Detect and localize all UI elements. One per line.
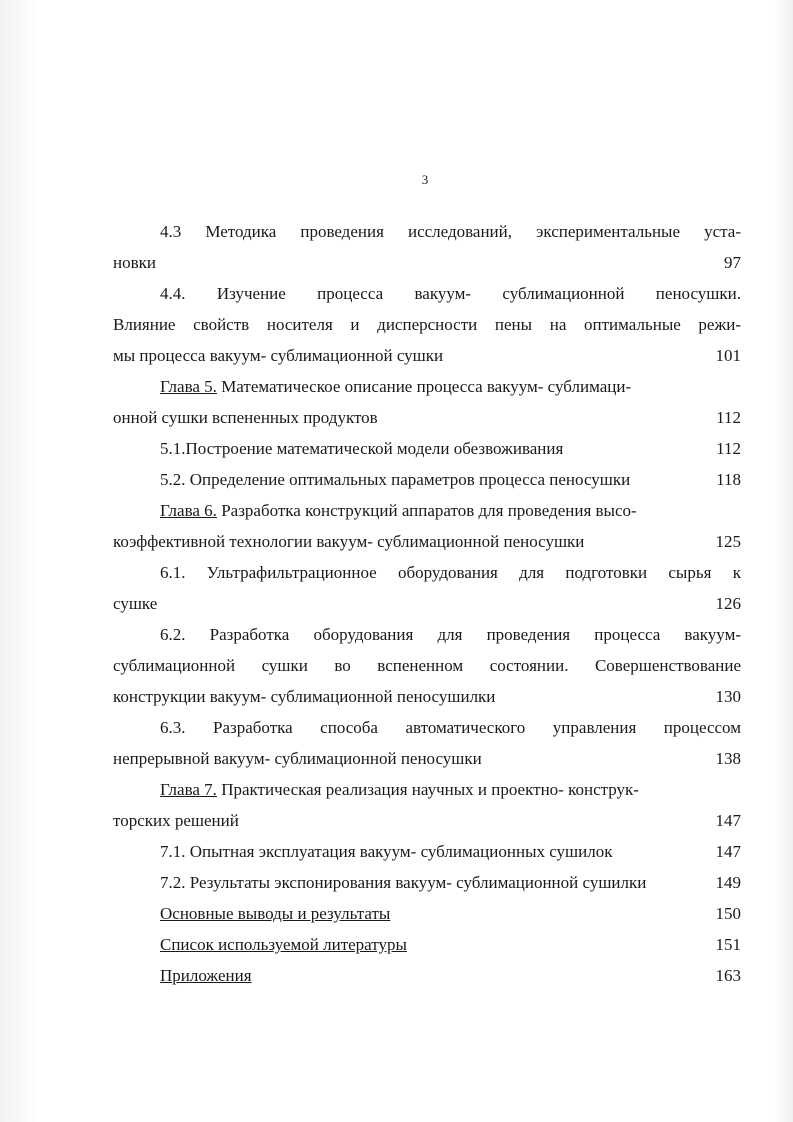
toc-line: [160, 499, 741, 523]
toc-line: [113, 654, 741, 678]
toc-page-number: 97: [724, 253, 741, 272]
toc-page-number: 112: [716, 408, 741, 427]
scan-shadow-right: [775, 0, 793, 1122]
toc-line: [113, 685, 741, 709]
toc-line: [160, 561, 741, 585]
toc-page-number: 150: [715, 904, 741, 923]
page-number: 3: [421, 172, 429, 187]
chapter-label: Глава 6.: [160, 501, 217, 520]
toc-line: [160, 375, 741, 399]
toc-text: коэффективной технологии вакуум- сублимационной пеносушки: [113, 532, 585, 551]
toc-text: мы процесса вакуум- сублимационной сушки: [113, 346, 444, 365]
toc-line: [113, 251, 741, 275]
references-heading: Список используемой литературы: [160, 935, 407, 954]
appendices-heading: Приложения: [160, 966, 252, 985]
toc-text: Практическая реализация научных и проектно- конструк-: [216, 780, 639, 799]
toc-line: [113, 344, 741, 368]
chapter-label: Глава 5.: [160, 377, 217, 396]
toc-text: Математическое описание процесса вакуум- сублимаци-: [216, 377, 632, 396]
toc-page-number: 130: [715, 687, 741, 706]
toc-text: непрерывной вакуум- сублимационной пеносушки: [113, 749, 482, 768]
toc-page-number: 138: [715, 749, 741, 768]
toc-line: [160, 716, 741, 740]
toc-line: [160, 623, 741, 647]
toc-page-number: 149: [715, 873, 741, 892]
toc-text: новки: [113, 253, 156, 272]
toc-line: [113, 313, 741, 337]
toc-page-number: 101: [715, 346, 741, 365]
toc-text: 4.4. Изучение процесса вакуум- сублимационной пеносушки.: [160, 284, 741, 303]
toc-text: сушке: [113, 594, 158, 613]
toc-line: [160, 871, 741, 895]
toc-text: 7.2. Результаты экспонирования вакуум- сублимационной сушилки: [160, 873, 647, 892]
chapter-label: Глава 7.: [160, 780, 217, 799]
toc-line: [160, 282, 741, 306]
conclusions-heading: Основные выводы и результаты: [160, 904, 391, 923]
toc-text: 5.1.Построение математической модели обезвоживания: [160, 439, 564, 458]
toc-page-number: 147: [715, 842, 741, 861]
toc-text: 7.1. Опытная эксплуатация вакуум- сублимационных сушилок: [160, 842, 613, 861]
toc-text: 5.2. Определение оптимальных параметров процесса пеносушки: [160, 470, 631, 489]
toc-line: [160, 840, 741, 864]
toc-line: [160, 778, 741, 802]
toc-text: конструкции вакуум- сублимационной пеносушилки: [113, 687, 496, 706]
scan-shadow-left: [0, 0, 40, 1122]
toc-text: 6.1. Ультрафильтрационное оборудования для подготовки сырья к: [160, 563, 741, 582]
toc-text: Разработка конструкций аппаратов для проведения высо-: [216, 501, 637, 520]
toc-text: Влияние свойств носителя и дисперсности пены на оптимальные режи-: [113, 315, 741, 334]
toc-line: [160, 468, 741, 492]
toc-text: 6.3. Разработка способа автоматического управления процессом: [160, 718, 741, 737]
toc-line: [113, 809, 741, 833]
toc-page-number: 125: [715, 532, 741, 551]
toc-page-number: 126: [715, 594, 741, 613]
toc-page-number: 147: [715, 811, 741, 830]
toc-page-number: 151: [715, 935, 741, 954]
toc-line: [113, 592, 741, 616]
toc-line: [160, 902, 741, 926]
toc-line: [160, 964, 741, 988]
toc-page-number: 118: [716, 470, 741, 489]
toc-text: торских решений: [113, 811, 239, 830]
toc-line: [113, 747, 741, 771]
toc-page-number: 163: [715, 966, 741, 985]
toc-line: [113, 406, 741, 430]
toc-line: [160, 933, 741, 957]
toc-text: сублимационной сушки во вспененном состоянии. Совершенствование: [113, 656, 741, 675]
toc-text: 4.3 Методика проведения исследований, экспериментальные уста-: [160, 222, 741, 241]
toc-text: онной сушки вспененных продуктов: [113, 408, 378, 427]
toc-text: 6.2. Разработка оборудования для проведения процесса вакуум-: [160, 625, 741, 644]
toc-line: [160, 220, 741, 244]
toc-line: [160, 437, 741, 461]
toc-line: [113, 530, 741, 554]
toc-page-number: 112: [716, 439, 741, 458]
